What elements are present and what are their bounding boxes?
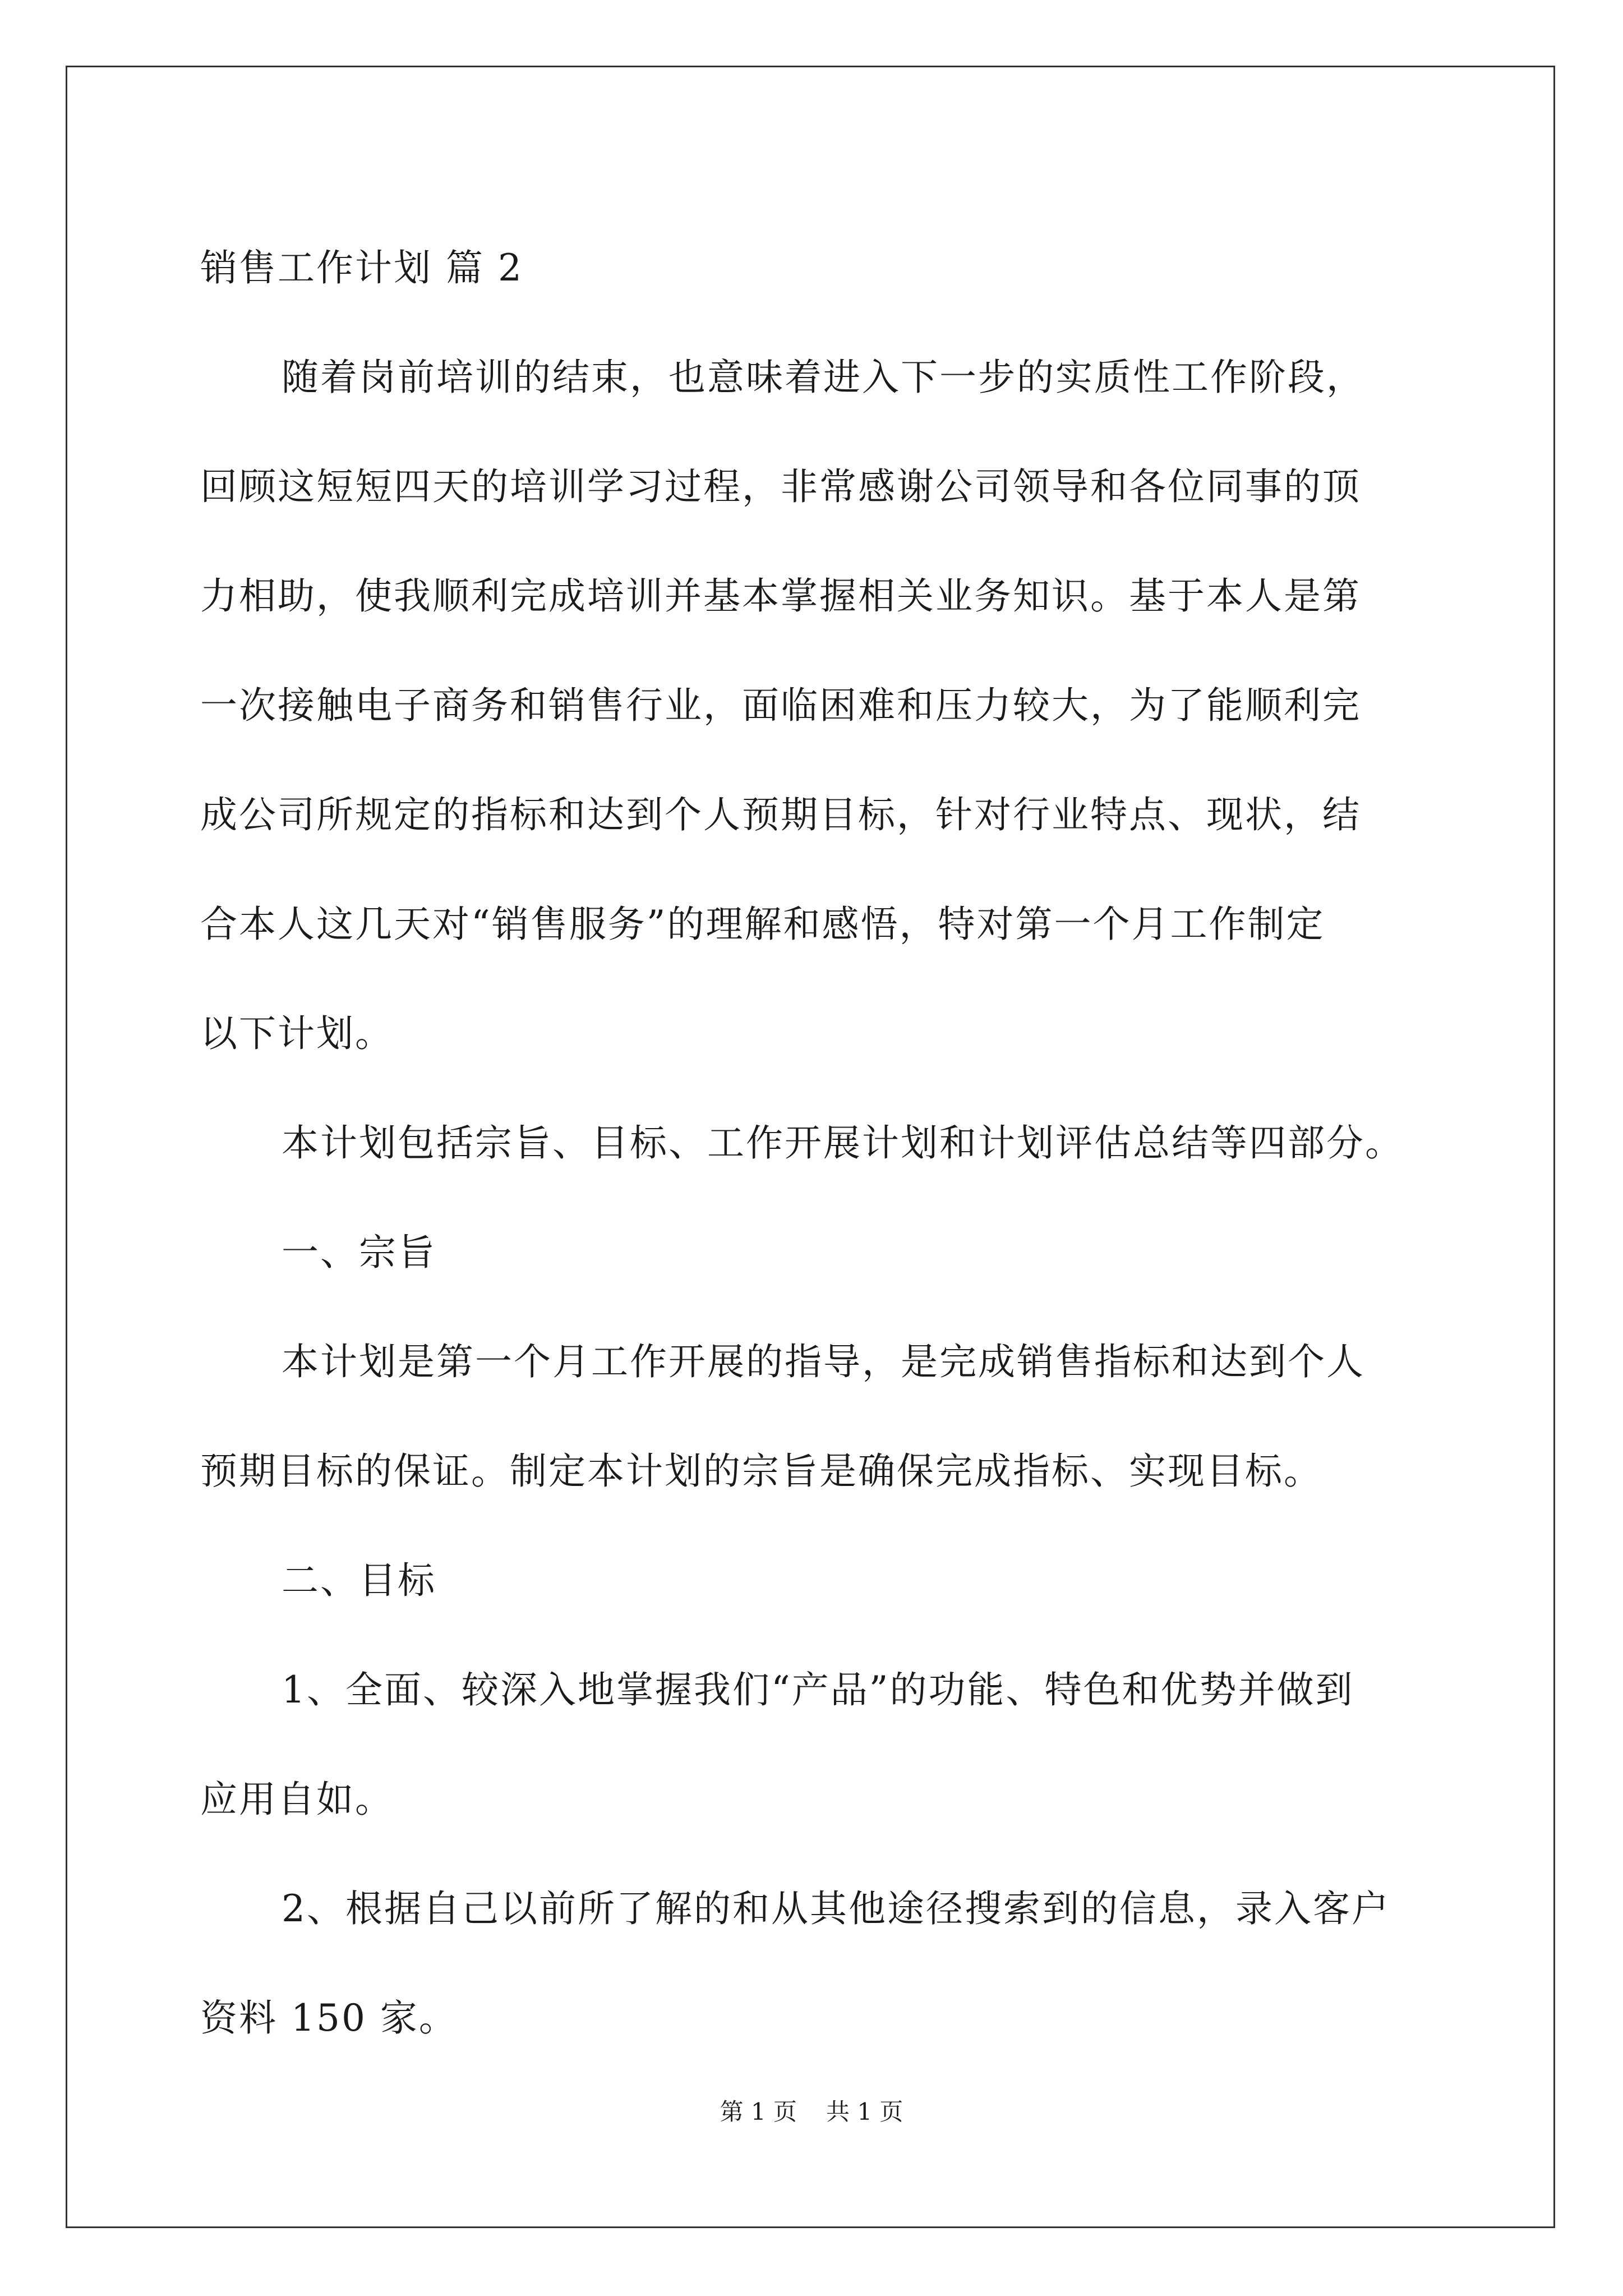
paragraph-line: 2、根据自己以前所了解的和从其他途径搜索到的信息，录入客户 — [282, 1887, 1390, 1930]
paragraph-line: 本计划包括宗旨、目标、工作开展计划和计划评估总结等四部分。 — [282, 1121, 1404, 1165]
page-footer — [0, 2095, 1623, 2129]
paragraph-line: 一次接触电子商务和销售行业，面临困难和压力较大，为了能顺利完 — [200, 684, 1361, 727]
paragraph-line: 本计划是第一个月工作开展的指导，是完成销售指标和达到个人 — [282, 1340, 1365, 1383]
paragraph-line: 力相助，使我顺利完成培训并基本掌握相关业务知识。基于本人是第 — [200, 574, 1361, 618]
paragraph-line: 1、全面、较深入地掌握我们“产品”的功能、特色和优势并做到 — [282, 1668, 1354, 1711]
paragraph-line: 资料 150 家。 — [200, 1996, 458, 2040]
paragraph-line: 随着岗前培训的结束，也意味着进入下一步的实质性工作阶段， — [282, 356, 1365, 399]
paragraph-line: 合本人这几天对“销售服务”的理解和感悟，特对第一个月工作制定 — [200, 903, 1325, 946]
paragraph-line: 回顾这短短四天的培训学习过程，非常感谢公司领导和各位同事的顶 — [200, 465, 1361, 508]
page-total: 共 1 页 — [826, 2098, 903, 2125]
paragraph-line: 应用自如。 — [200, 1778, 394, 1821]
paragraph-line: 成公司所规定的指标和达到个人预期目标，针对行业特点、现状，结 — [200, 793, 1361, 836]
document-title: 销售工作计划 篇 2 — [200, 246, 523, 289]
document-body — [200, 213, 1428, 2073]
section-heading: 一、宗旨 — [282, 1231, 436, 1274]
section-heading: 二、目标 — [282, 1559, 436, 1602]
paragraph-line: 预期目标的保证。制定本计划的宗旨是确保完成指标、实现目标。 — [200, 1450, 1322, 1493]
page-number: 第 1 页 — [720, 2098, 797, 2125]
paragraph-line: 以下计划。 — [200, 1012, 394, 1055]
